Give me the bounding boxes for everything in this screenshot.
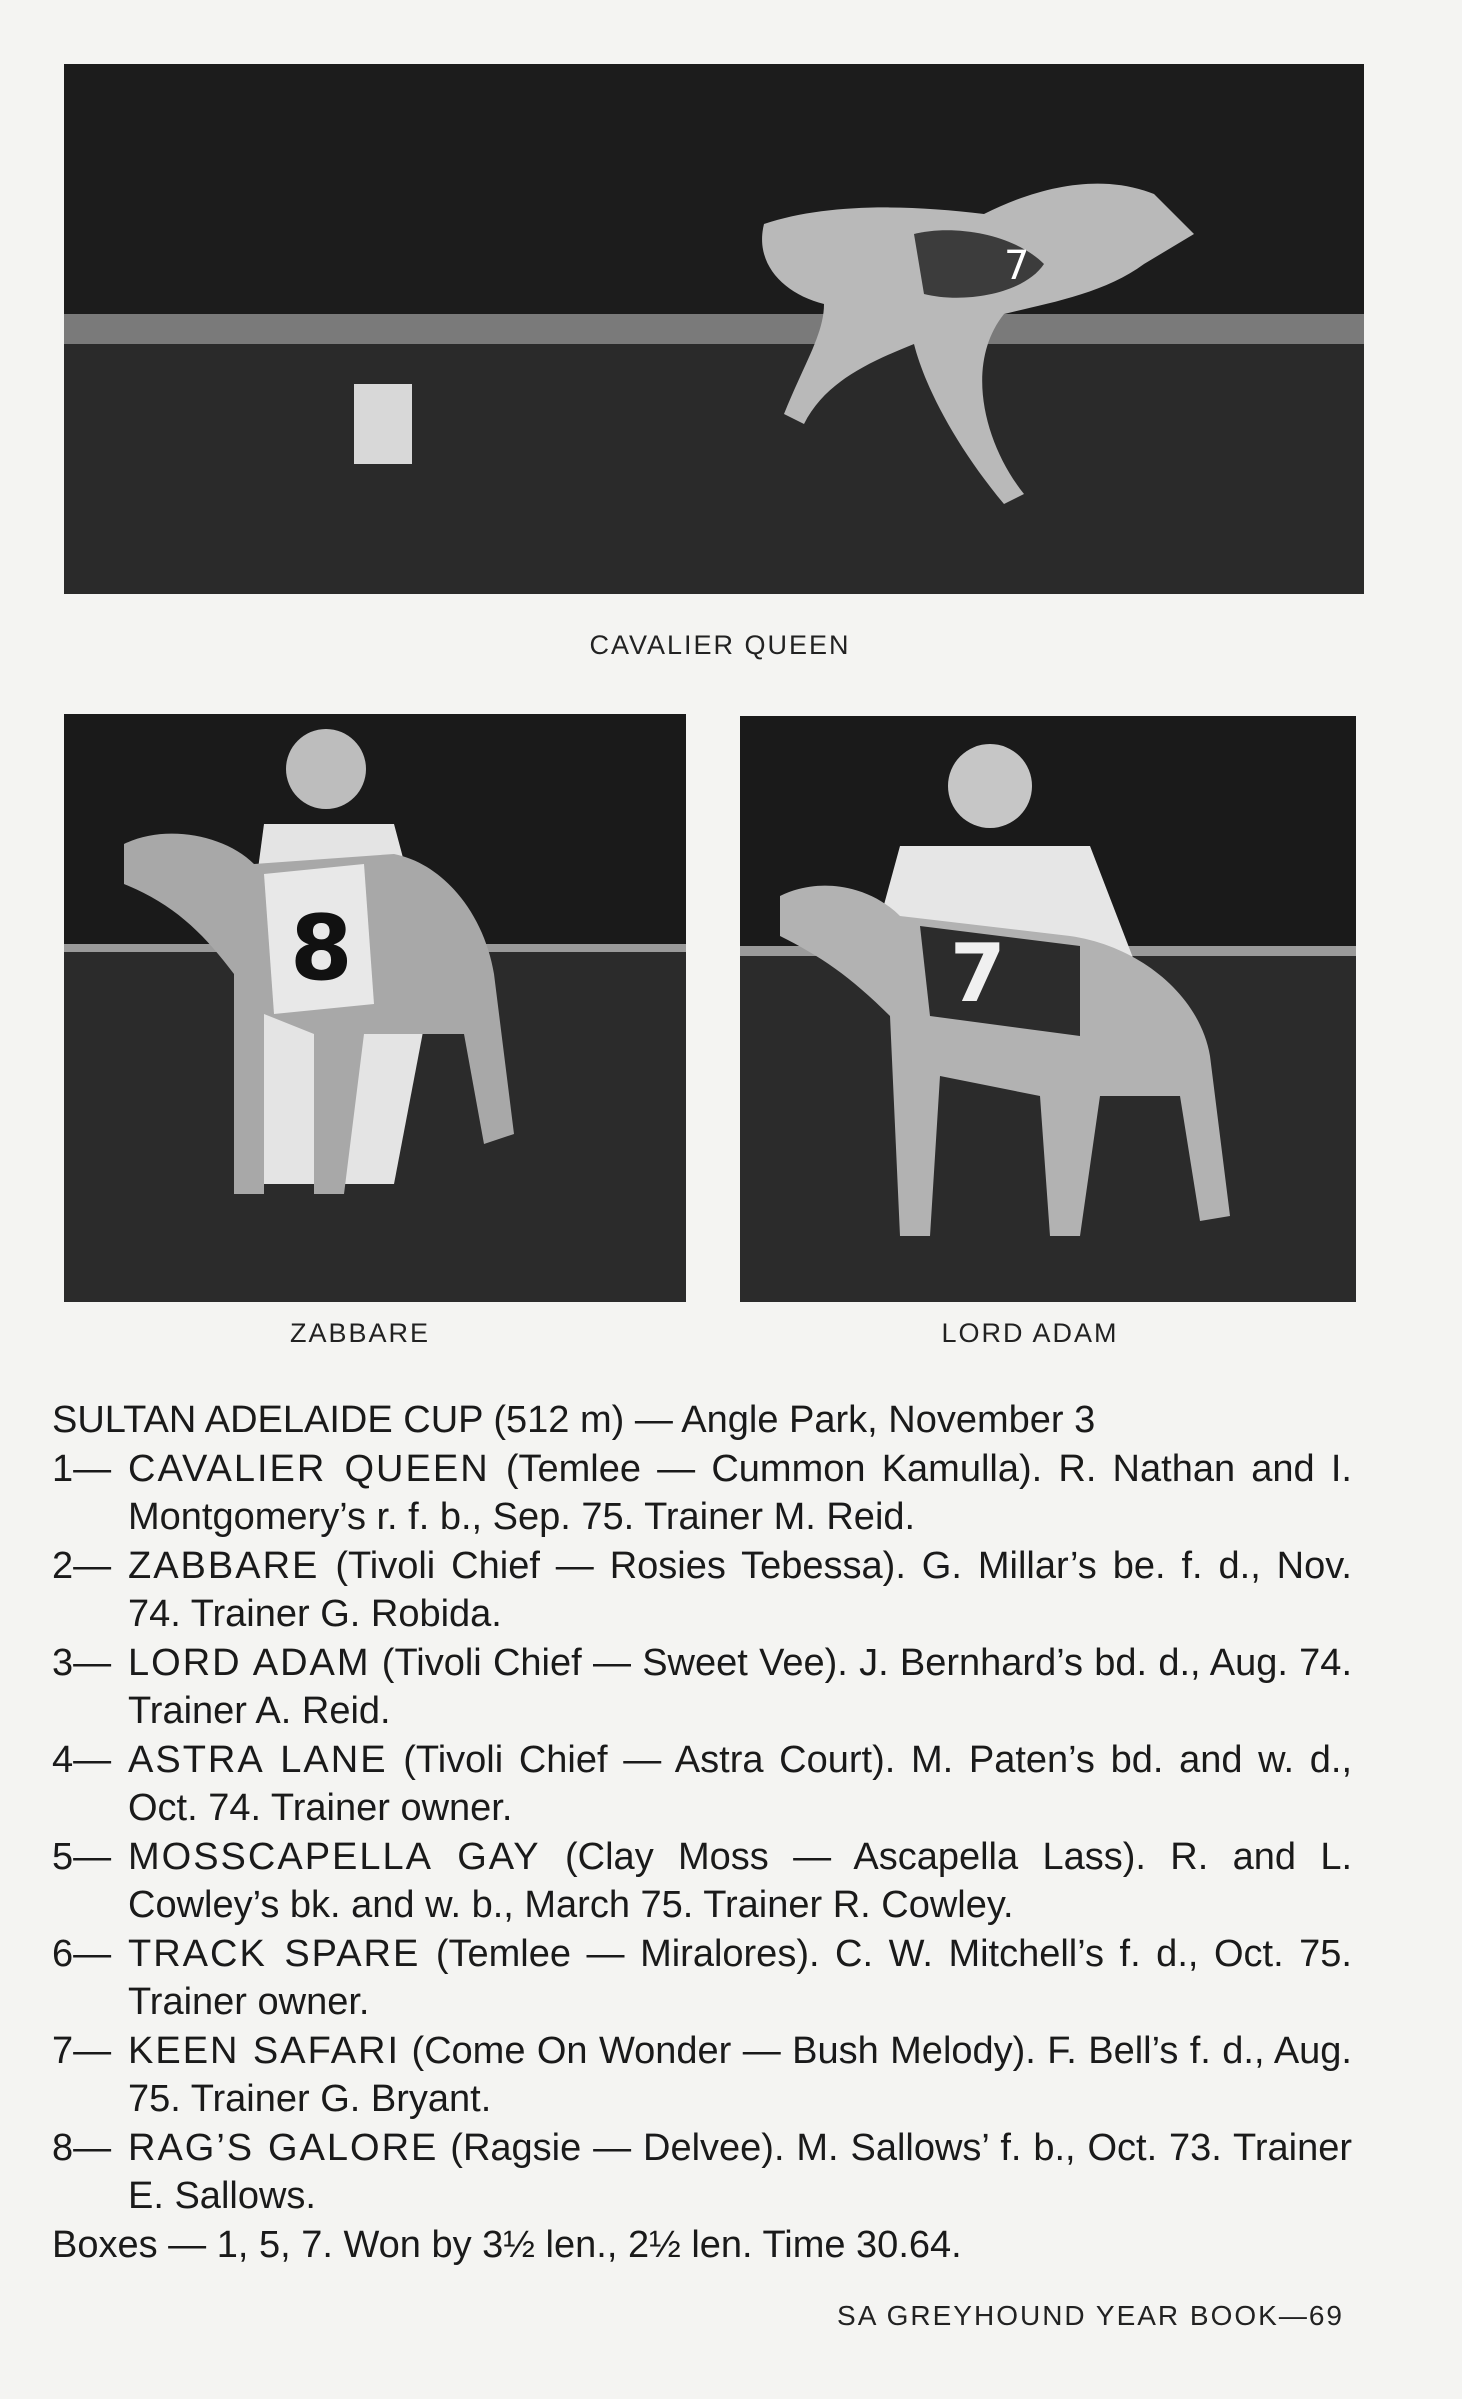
caption-cavalier-queen: CAVALIER QUEEN (589, 630, 851, 660)
result-entry (52, 1445, 1352, 1542)
caption-lord-adam: LORD ADAM (941, 1318, 1119, 1348)
result-details: (Tivoli Chief — Astra Court). M. Paten’s bd. and w. d., Oct. 74. Trainer owner. (128, 1738, 1353, 1829)
result-position: 6— (52, 1932, 112, 1975)
result-entry (52, 1542, 1352, 1639)
result-position: 8— (52, 2126, 112, 2169)
result-dog-name: KEEN SAFARI (128, 2029, 401, 2072)
result-position: 4— (52, 1738, 112, 1781)
result-position: 2— (52, 1544, 112, 1587)
result-details: (Come On Wonder — Bush Melody). F. Bell’s f. d., Aug. 75. Trainer G. Bryant. (128, 2029, 1352, 2120)
page-footer: SA GREYHOUND YEAR BOOK—69 (837, 2300, 1344, 2331)
result-dog-name: ASTRA LANE (128, 1738, 388, 1781)
race-summary: Boxes — 1, 5, 7. Won by 3½ len., 2½ len. Time 30.64. (52, 2223, 962, 2266)
result-position: 7— (52, 2029, 112, 2072)
result-dog-name: RAG’S GALORE (128, 2126, 439, 2169)
dog-number-8: 8 (290, 896, 353, 1001)
result-position: 5— (52, 1835, 112, 1878)
result-entry (52, 2124, 1352, 2221)
result-entry (52, 2027, 1352, 2124)
result-details: (Tivoli Chief — Sweet Vee). J. Bernhard’s bd. d., Aug. 74. Trainer A. Reid. (128, 1641, 1352, 1732)
photo-lord-adam (740, 716, 1356, 1302)
result-details: (Temlee — Cummon Kamulla). R. Nathan and I. Montgomery’s r. f. b., Sep. 75. Trainer M. Reid. (128, 1447, 1352, 1538)
result-details: (Ragsie — Delvee). M. Sallows’ f. b., Oct. 73. Trainer E. Sallows. (128, 2126, 1352, 2217)
race-title: SULTAN ADELAIDE CUP (512 m) — Angle Park, November 3 (52, 1399, 1096, 1441)
caption-zabbare: ZABBARE (289, 1318, 431, 1348)
result-entry (52, 1930, 1352, 2027)
result-entry (52, 1639, 1352, 1736)
result-dog-name: ZABBARE (128, 1544, 320, 1587)
result-details: (Clay Moss — Ascapella Lass). R. and L. Cowley’s bk. and w. b., March 75. Trainer R. Cowley. (128, 1835, 1353, 1926)
result-dog-name: LORD ADAM (128, 1641, 371, 1684)
photo-zabbare-graphic (64, 714, 686, 1302)
photo-cavalier-queen-graphic (64, 64, 1364, 594)
photo-zabbare (64, 714, 686, 1302)
result-entry (52, 1833, 1352, 1930)
result-entry (52, 1736, 1352, 1833)
svg-text:7: 7 (1004, 243, 1030, 289)
dog-number-7: 7 (950, 927, 1006, 1020)
result-details: (Tivoli Chief — Rosies Tebessa). G. Millar’s be. f. d., Nov. 74. Trainer G. Robida. (128, 1544, 1352, 1635)
race-results (52, 1396, 1352, 2269)
result-dog-name: MOSSCAPELLA GAY (128, 1835, 541, 1878)
result-dog-name: TRACK SPARE (128, 1932, 421, 1975)
result-position: 3— (52, 1641, 112, 1684)
result-dog-name: CAVALIER QUEEN (128, 1447, 490, 1490)
result-position: 1— (52, 1447, 112, 1490)
photo-cavalier-queen (64, 64, 1364, 594)
photo-lord-adam-graphic (740, 716, 1356, 1302)
result-details: (Temlee — Miralores). C. W. Mitchell’s f. d., Oct. 75. Trainer owner. (128, 1932, 1352, 2023)
